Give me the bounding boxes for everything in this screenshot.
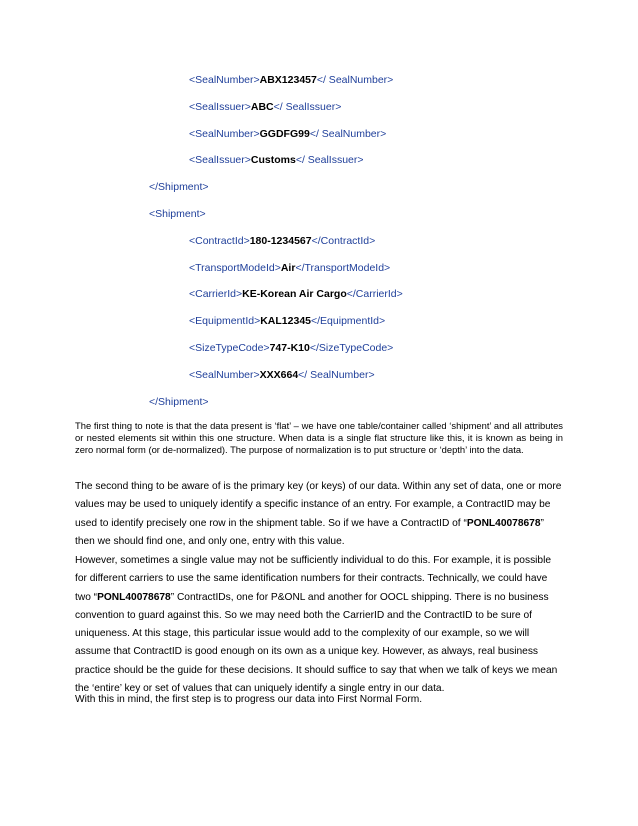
para3-text-after: ” ContractIDs, one for P&ONL and another for OOCL shipping. There is no business convention to guard against this. So we may need both the CarrierID and the ContractID to be sure of uniqueness. At this stage, this particular issue would add to the complexity of our example, so we will assume that ContractID is good enough on its own as a unique key. However, as always, real business practice should be the guide for these decisions. It should suffice to say that when we talk of keys we mean the ‘entire’ key or set of values that can uniquely identify a single entry in our data. <box>75 591 558 695</box>
para2-text-before: The second thing to be aware of is the primary key (or keys) of our data. Within any set of data, one or more values may be used to uniquely identify a specific instance of an entry. For example, a ContractID may be used to identify precisely one row in the shipment table. So if we have a ContractID of “ <box>75 481 562 529</box>
xml-value: KE-Korean Air Cargo <box>242 288 347 301</box>
xml-line <box>189 315 385 327</box>
paragraph-uniqueness <box>75 552 565 698</box>
xml-open-tag: <SizeTypeCode> <box>189 342 270 354</box>
para3-bold-id: PONL40078678 <box>97 591 171 603</box>
xml-open-tag: <CarrierId> <box>189 288 243 301</box>
xml-value: XXX664 <box>259 368 299 381</box>
xml-tag: <Shipment> <box>149 208 206 220</box>
xml-value: 180-1234567 <box>249 234 312 247</box>
xml-value: Air <box>280 261 296 274</box>
xml-open-tag: <EquipmentId> <box>189 315 261 328</box>
para2-text-after: ” then we should find one, and only one, entry with this value. <box>75 517 544 547</box>
paragraph-flat-data: The first thing to note is that the data present is ‘flat’ – we have one table/container called ‘shipment’ and all attributes or nested elements sit within this one structure. When data is a single flat structure like this, it is known as being in zero normal form (or de-normalized). The purpose of normalization is to put structure or ‘depth’ into the data. <box>75 420 563 456</box>
xml-close-tag: </ SealNumber> <box>309 127 387 140</box>
para2-bold-id: PONL40078678 <box>466 517 541 529</box>
xml-close-tag: </ SealIssuer> <box>295 154 364 167</box>
xml-line <box>189 342 393 354</box>
xml-line <box>189 288 403 300</box>
xml-line <box>189 74 393 86</box>
xml-open-tag: <TransportModeId> <box>189 261 281 274</box>
xml-open-tag: <SealIssuer> <box>189 100 251 113</box>
xml-line <box>189 369 375 381</box>
xml-close-tag: </EquipmentId> <box>311 315 386 328</box>
xml-close-tag: </ SealNumber> <box>298 368 375 381</box>
xml-tag: </Shipment> <box>149 181 209 194</box>
xml-open-tag: <SealNumber> <box>189 127 260 140</box>
xml-value: KAL12345 <box>260 315 311 328</box>
xml-line <box>189 101 341 113</box>
xml-close-tag: </ SealNumber> <box>316 74 394 86</box>
xml-value: ABX123457 <box>259 74 317 86</box>
xml-close-tag: </ SealIssuer> <box>273 100 342 113</box>
xml-line <box>189 154 364 166</box>
xml-value: 747-K10 <box>269 342 310 354</box>
xml-open-tag: <SealNumber> <box>189 74 260 86</box>
xml-tag: </Shipment> <box>149 395 209 408</box>
xml-value: GGDFG99 <box>259 127 310 140</box>
xml-line <box>189 235 375 247</box>
xml-close-tag: </TransportModeId> <box>295 261 391 274</box>
para3-text-before: However, sometimes a single value may not be sufficiently individual to do this. For example, it is possible for different carriers to use the same identification numbers for their contracts. Technically, we could have two “ <box>75 555 552 603</box>
xml-line <box>149 396 209 408</box>
xml-open-tag: <SealIssuer> <box>189 154 251 167</box>
xml-line <box>149 208 206 220</box>
xml-line <box>189 128 386 140</box>
xml-value: ABC <box>250 100 274 113</box>
xml-line <box>149 181 209 193</box>
xml-open-tag: <ContractId> <box>189 234 250 247</box>
paragraph-first-normal-form: With this in mind, the first step is to progress our data into First Normal Form. <box>75 694 423 705</box>
xml-close-tag: </ContractId> <box>311 234 376 247</box>
xml-close-tag: </CarrierId> <box>346 288 403 301</box>
xml-value: Customs <box>250 154 296 167</box>
xml-open-tag: <SealNumber> <box>189 368 260 381</box>
paragraph-primary-key <box>75 478 565 551</box>
xml-close-tag: </SizeTypeCode> <box>309 342 394 354</box>
xml-line <box>189 262 390 274</box>
